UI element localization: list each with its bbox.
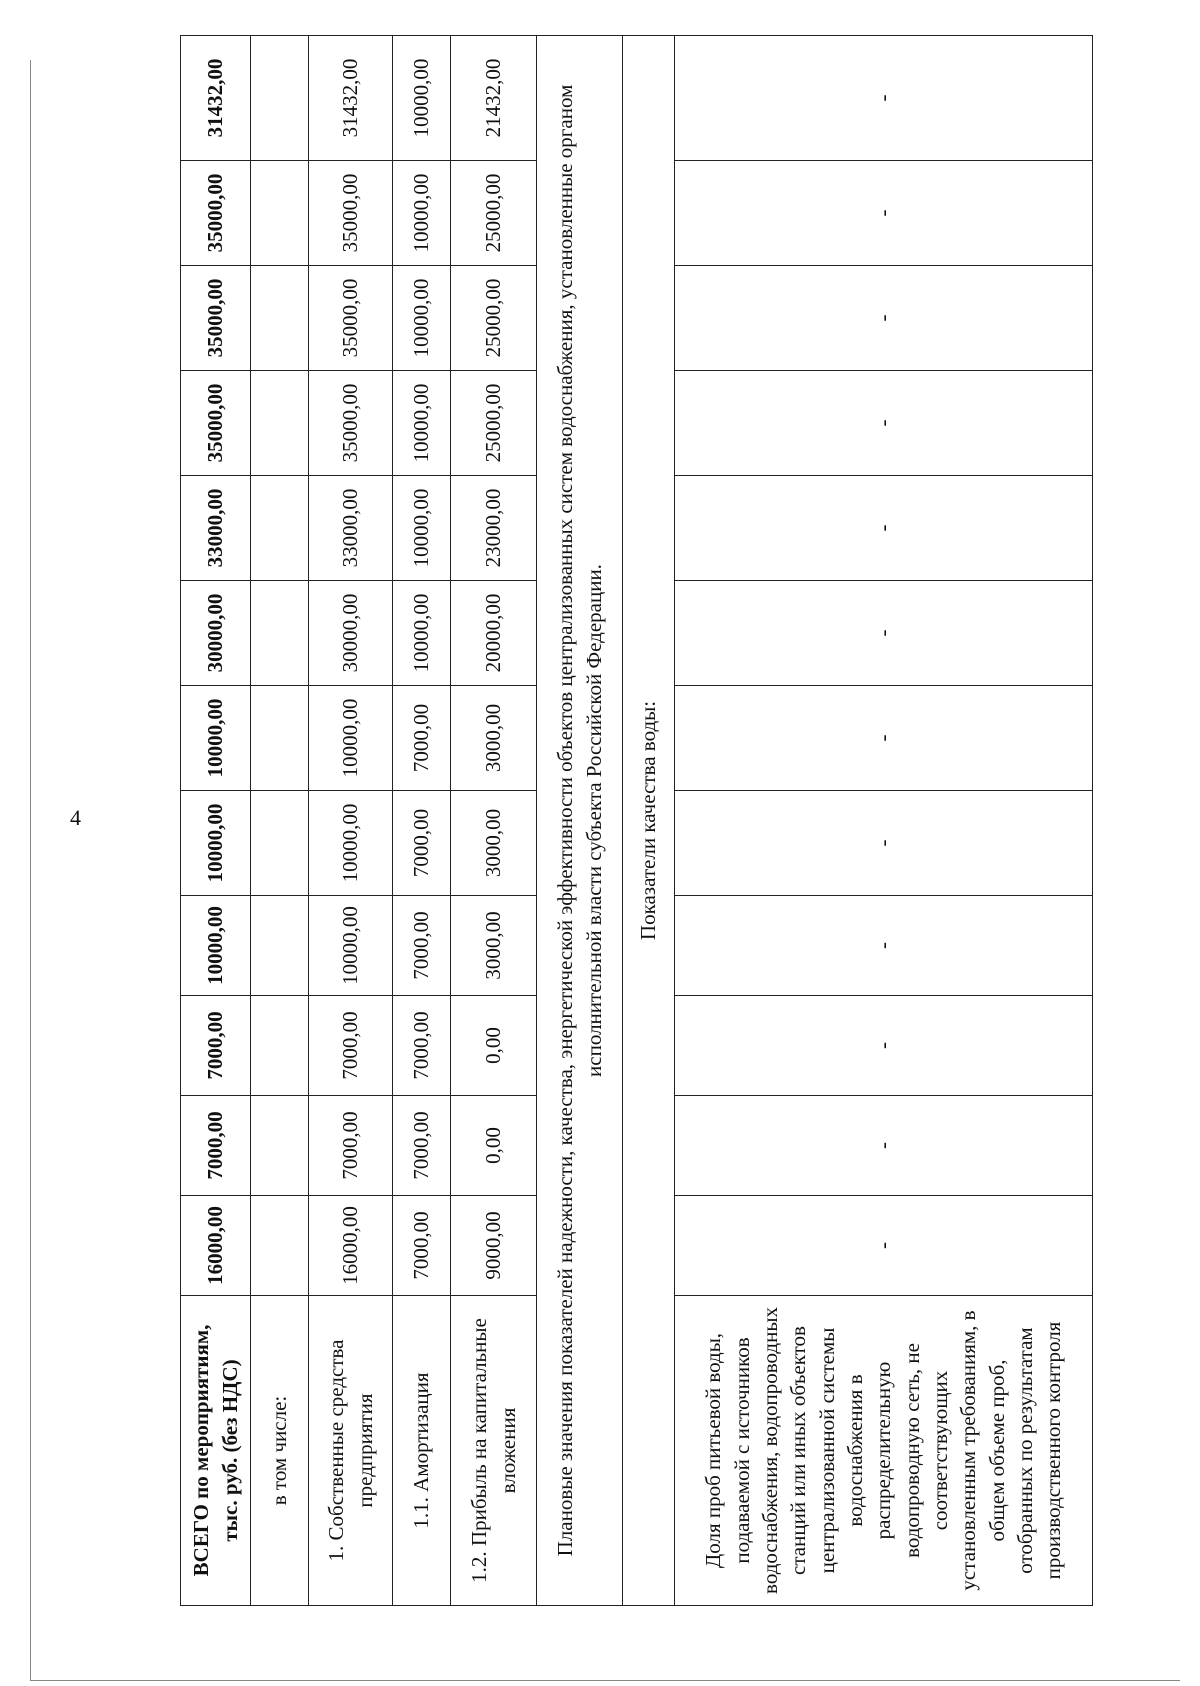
row-label: 1.2. Прибыль на капитальные вложения — [451, 1296, 537, 1606]
row-value: 25000,00 — [451, 266, 537, 371]
row-value: 23000,00 — [451, 476, 537, 581]
subheader-label: в том числе: — [251, 1296, 309, 1606]
total-value: 7000,00 — [181, 996, 251, 1096]
indicator-row — [675, 36, 1093, 1606]
row-value: 35000,00 — [309, 266, 393, 371]
total-value: 16000,00 — [181, 1196, 251, 1296]
row-value: 10000,00 — [393, 161, 451, 266]
page-frame-bottom — [30, 1680, 1180, 1681]
row-value: 7000,00 — [309, 1096, 393, 1196]
row-value: 3000,00 — [451, 686, 537, 791]
indicator-label: Доля проб питьевой воды, подаваемой с источников водоснабжения, водопроводных станций или иных объектов централизованной системы водоснабжения в распределительную водопроводную сеть, не соответствующих установленным требованиям, в общем объеме проб, отобранных по результатам производственного контроля — [675, 1296, 1093, 1606]
total-value: 10000,00 — [181, 791, 251, 896]
total-value: 33000,00 — [181, 476, 251, 581]
paragraph-row — [537, 36, 623, 1606]
indicator-value: - — [675, 476, 1093, 581]
total-value: 35000,00 — [181, 266, 251, 371]
table-row — [451, 36, 537, 1606]
row-value: 16000,00 — [309, 1196, 393, 1296]
table-row — [393, 36, 451, 1606]
row-value: 3000,00 — [451, 896, 537, 996]
indicator-value: - — [675, 791, 1093, 896]
row-value: 10000,00 — [393, 581, 451, 686]
indicator-value: - — [675, 161, 1093, 266]
row-value: 10000,00 — [309, 791, 393, 896]
planned-values-paragraph: Плановые значения показателей надежности, качества, энергетической эффективности объектов централизованных систем водоснабжения, установленные органом исполнительной власти субъекта Российской Федерации. — [537, 36, 623, 1606]
quality-header-row — [623, 36, 675, 1606]
row-value: 31432,00 — [309, 36, 393, 161]
financing-table — [180, 35, 1093, 1606]
page-frame-left — [30, 60, 31, 1680]
row-value: 25000,00 — [451, 371, 537, 476]
total-value: 31432,00 — [181, 36, 251, 161]
row-value: 7000,00 — [309, 996, 393, 1096]
row-value: 10000,00 — [309, 686, 393, 791]
row-value: 7000,00 — [393, 791, 451, 896]
indicator-value: - — [675, 581, 1093, 686]
row-value: 0,00 — [451, 996, 537, 1096]
table-row — [309, 36, 393, 1606]
total-value: 7000,00 — [181, 1096, 251, 1196]
indicator-value: - — [675, 1196, 1093, 1296]
row-value: 7000,00 — [393, 686, 451, 791]
indicator-value: - — [675, 1096, 1093, 1196]
row-label: 1.1. Амортизация — [393, 1296, 451, 1606]
row-value: 7000,00 — [393, 896, 451, 996]
row-value: 10000,00 — [393, 266, 451, 371]
total-row — [181, 36, 251, 1606]
row-value: 35000,00 — [309, 161, 393, 266]
rotated-page — [180, 36, 1110, 1606]
indicator-value: - — [675, 686, 1093, 791]
row-value: 10000,00 — [309, 896, 393, 996]
row-value: 35000,00 — [309, 371, 393, 476]
quality-header: Показатели качества воды: — [623, 36, 675, 1606]
row-value: 9000,00 — [451, 1196, 537, 1296]
row-value: 20000,00 — [451, 581, 537, 686]
total-value: 30000,00 — [181, 581, 251, 686]
row-value: 0,00 — [451, 1096, 537, 1196]
indicator-value: - — [675, 371, 1093, 476]
indicator-value: - — [675, 996, 1093, 1096]
subheader-row — [251, 36, 309, 1606]
row-value: 21432,00 — [451, 36, 537, 161]
row-value: 7000,00 — [393, 996, 451, 1096]
row-value: 33000,00 — [309, 476, 393, 581]
total-value: 10000,00 — [181, 686, 251, 791]
total-label: ВСЕГО по мероприятиям, тыс. руб. (без НДС) — [181, 1296, 251, 1606]
row-value: 10000,00 — [393, 36, 451, 161]
row-value: 7000,00 — [393, 1196, 451, 1296]
row-value: 3000,00 — [451, 791, 537, 896]
row-label: 1. Собственные средства предприятия — [309, 1296, 393, 1606]
row-value: 7000,00 — [393, 1096, 451, 1196]
row-value: 25000,00 — [451, 161, 537, 266]
indicator-value: - — [675, 36, 1093, 161]
total-value: 35000,00 — [181, 371, 251, 476]
indicator-value: - — [675, 266, 1093, 371]
total-value: 35000,00 — [181, 161, 251, 266]
total-value: 10000,00 — [181, 896, 251, 996]
row-value: 10000,00 — [393, 371, 451, 476]
row-value: 30000,00 — [309, 581, 393, 686]
page-number: 4 — [70, 805, 81, 830]
indicator-value: - — [675, 896, 1093, 996]
row-value: 10000,00 — [393, 476, 451, 581]
